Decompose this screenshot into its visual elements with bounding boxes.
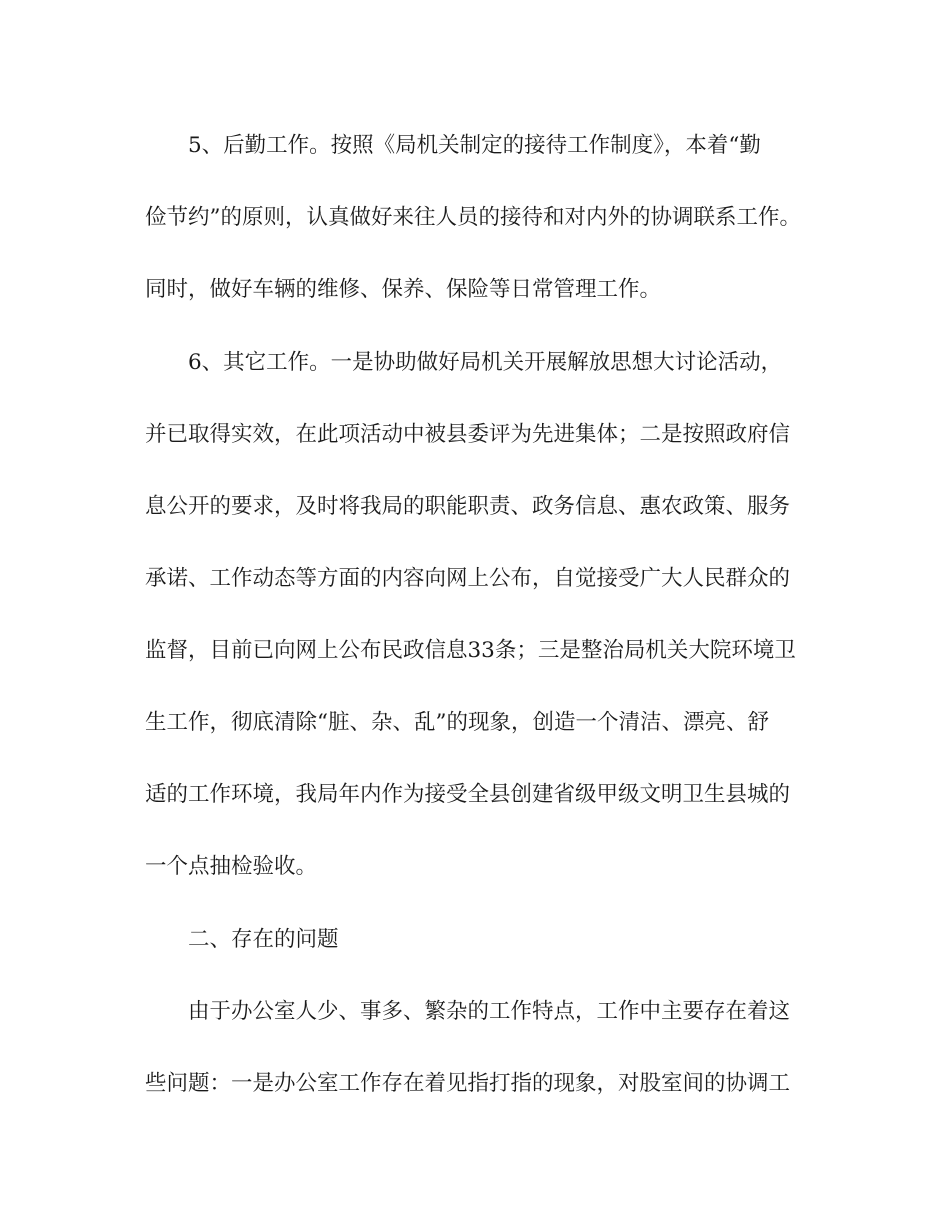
paragraph-problems-line-1: 由于办公室人少、事多、繁杂的工作特点，工作中主要存在着这	[188, 999, 791, 1024]
paragraph-other-work-line-4: 承诺、工作动态等方面的内容向网上公布，自觉接受广大人民群众的	[145, 566, 791, 591]
paragraph-logistics-line-2: 俭节约”的原则，认真做好来往人员的接待和对内外的协调联系工作。	[145, 205, 801, 230]
paragraph-other-work-line-8: 一个点抽检验收。	[145, 854, 318, 879]
paragraph-problems-line-2: 些问题：一是办公室工作存在着见指打指的现象，对股室间的协调工	[145, 1071, 791, 1096]
paragraph-logistics-line-1: 5、后勤工作。按照《局机关制定的接待工作制度》，本着“勤	[188, 133, 761, 158]
paragraph-other-work-line-5: 监督，目前已向网上公布民政信息33条；三是整治局机关大院环境卫	[145, 638, 796, 663]
paragraph-other-work-line-3: 息公开的要求，及时将我局的职能职责、政务信息、惠农政策、服务	[145, 494, 791, 519]
paragraph-logistics-line-3: 同时，做好车辆的维修、保养、保险等日常管理工作。	[145, 277, 662, 302]
paragraph-other-work-line-6: 生工作，彻底清除“脏、杂、乱”的现象，创造一个清洁、漂亮、舒	[145, 710, 769, 735]
paragraph-other-work-line-1: 6、其它工作。一是协助做好局机关开展解放思想大讨论活动，	[188, 350, 783, 375]
paragraph-other-work-line-7: 适的工作环境，我局年内作为接受全县创建省级甲级文明卫生县城的	[145, 782, 791, 807]
paragraph-other-work-line-2: 并已取得实效，在此项活动中被县委评为先进集体；二是按照政府信	[145, 422, 791, 447]
section-heading-problems: 二、存在的问题	[188, 927, 339, 952]
